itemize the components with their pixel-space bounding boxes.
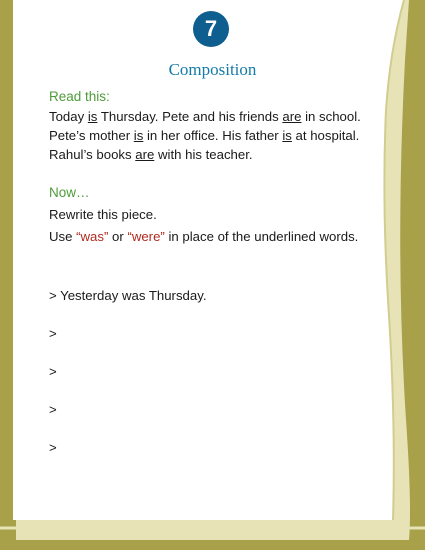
highlight-were: “were”: [127, 229, 165, 244]
text: Use: [49, 229, 77, 244]
underlined-word: are: [135, 147, 155, 162]
text: in place of the underlined words.: [164, 229, 359, 244]
instruction-rewrite: Rewrite this piece.: [49, 207, 157, 222]
answer-line-4[interactable]: >: [49, 402, 57, 417]
lesson-number-badge: [189, 7, 233, 51]
underlined-word: are: [282, 109, 302, 124]
text: Pete’s mother: [49, 128, 134, 143]
passage-line-1: [49, 109, 361, 124]
read-this-label: Read this:: [49, 89, 110, 104]
underlined-word: is: [133, 128, 144, 143]
text: Rahul’s books: [49, 147, 136, 162]
highlight-was: “was”: [76, 229, 109, 244]
text: in school.: [301, 109, 361, 124]
text: at hospital.: [291, 128, 360, 143]
text: or: [108, 229, 128, 244]
answer-line-5[interactable]: >: [49, 440, 57, 455]
underlined-word: is: [87, 109, 98, 124]
text: Today: [49, 109, 88, 124]
page-title: Composition: [168, 60, 257, 79]
lesson-number: 7: [193, 11, 229, 47]
passage-line-3: [49, 147, 253, 162]
passage-line-2: [49, 128, 359, 143]
now-label: Now…: [49, 185, 90, 200]
text: with his teacher.: [154, 147, 253, 162]
instruction-use-was-were: [49, 229, 358, 244]
answer-line-1: > Yesterday was Thursday.: [49, 288, 207, 303]
answer-line-2[interactable]: >: [49, 326, 57, 341]
underlined-word: is: [282, 128, 292, 143]
text: in her office. His father: [143, 128, 283, 143]
text: Thursday. Pete and his friends: [97, 109, 283, 124]
answer-line-3[interactable]: >: [49, 364, 57, 379]
